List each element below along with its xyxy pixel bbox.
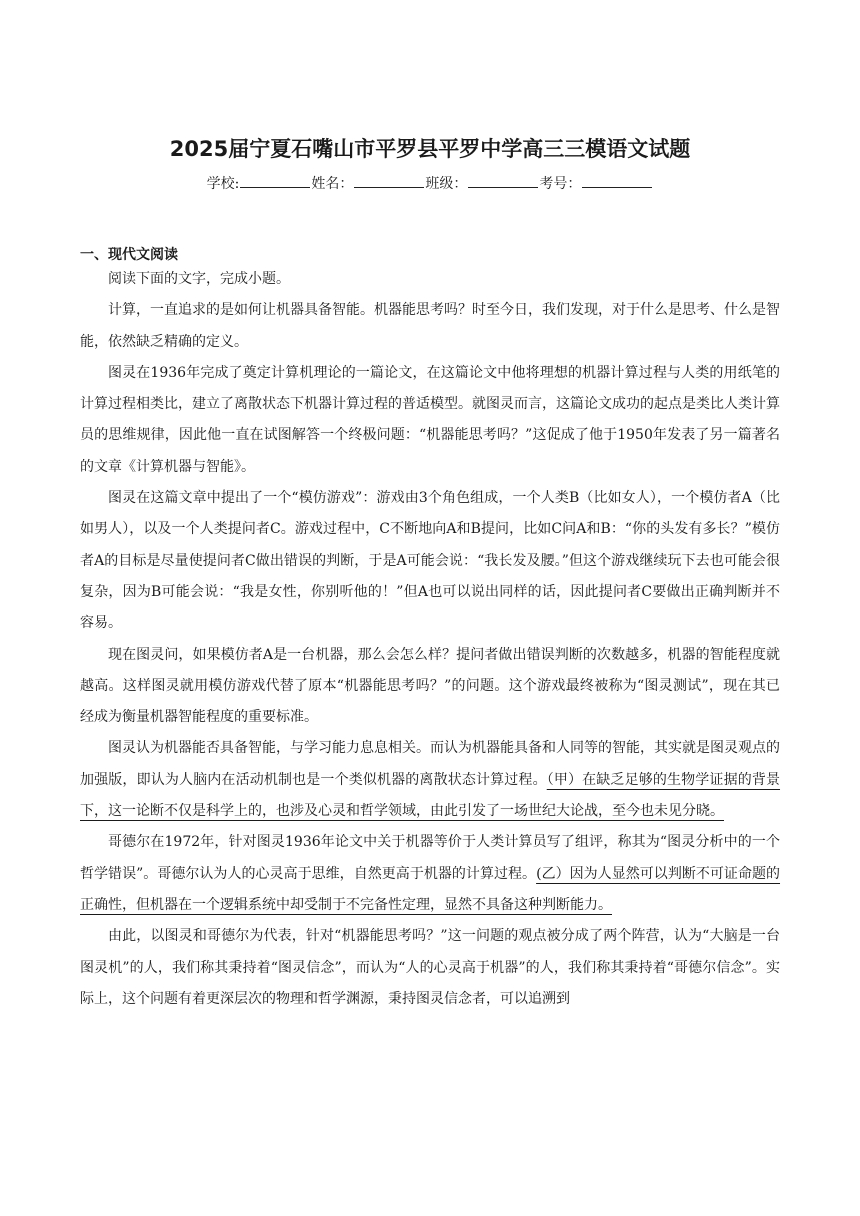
underlined-sentence-jia: （甲）在缺乏足够的生物学证据的背景下，这一论断不仅是科学上的，也涉及心灵和哲学领域，由此引发了一场世纪大论战，至今也未见分晓。: [80, 771, 781, 820]
paragraph-5: [80, 733, 780, 827]
name-label: 姓名：: [311, 176, 354, 192]
class-blank: [468, 175, 538, 188]
section-heading: 一、现代文阅读: [80, 247, 178, 263]
student-info-line: [0, 173, 860, 193]
name-blank: [354, 175, 424, 188]
paragraph-6-text: 哥德尔在1972年，针对图灵1936年论文中关于机器等价于人类计算员写了组评，称其为“图灵分析中的一个哲学错误”。哥德尔认为人的心灵高于思维，自然更高于机器的计算过程。: [80, 834, 780, 882]
underlined-sentence-yi: (乙）因为人显然可以判断不可证命题的正确性，但机器在一个逻辑系统中却受制于不完备性定理，显然不具备这种判断能力。: [80, 865, 781, 913]
paragraph-1: 计算，一直追求的是如何让机器具备智能。机器能思考吗？时至今日，我们发现，对于什么是思考、什么是智能，依然缺乏精确的定义。: [80, 302, 780, 350]
exam-number-blank: [582, 175, 652, 188]
exam-number-label: 考号：: [539, 176, 582, 192]
class-label: 班级：: [425, 176, 468, 192]
paragraph-7: 由此，以图灵和哥德尔为代表，针对“机器能思考吗？”这一问题的观点被分成了两个阵营，认为“大脑是一台图灵机”的人，我们称其秉持着“图灵信念”，而认为“人的心灵高于机器”的人，我们称其秉持着“哥德尔信念”。实际上，这个问题有着更深层次的物理和哲学渊源，秉持图灵信念者，可以追溯到: [80, 928, 780, 1007]
document-title: 2025届宁夏石嘴山市平罗县平罗中学高三三模语文试题: [169, 137, 691, 161]
paragraph-4: 现在图灵问，如果模仿者A是一台机器，那么会怎么样？提问者做出错误判断的次数越多，机器的智能程度就越高。这样图灵就用模仿游戏代替了原本“机器能思考吗？”的问题。这个游戏最终被称为“图灵测试”，现在其已经成为衡量机器智能程度的重要标准。: [80, 646, 780, 726]
instruction-text: 阅读下面的文字，完成小题。: [108, 271, 290, 287]
reading-passage: [80, 264, 780, 1015]
paragraph-3: 图灵在这篇文章中提出了一个“模仿游戏”：游戏由3个角色组成，一个人类B（比如女人），一个模仿者A（比如男人），以及一个人类提问者C。游戏过程中，C不断地向A和B提问，比如C问A和B：“你的头发有多长？”模仿者A的目标是尽量使提问者C做出错误的判断，于是A可能会说：“我长发及腰。”但这个游戏继续玩下去也可能会很复杂，因为B可能会说：“我是女性，你别听他的！”但A也可以说出同样的话，因此提问者C要做出正确判断并不容易。: [80, 490, 780, 632]
paragraph-5-text: 图灵认为机器能否具备智能，与学习能力息息相关。而认为机器能具备和人同等的智能，其实就是图灵观点的加强版，即认为人脑内在活动机制也是一个类似机器的离散状态计算过程。: [80, 740, 780, 788]
paragraph-6: [80, 827, 780, 921]
school-blank: [240, 175, 310, 188]
paragraph-2: 图灵在1936年完成了奠定计算机理论的一篇论文，在这篇论文中他将理想的机器计算过程与人类的用纸笔的计算过程相类比，建立了离散状态下机器计算过程的普适模型。就图灵而言，这篇论文成功的起点是类比人类计算员的思维规律，因此他一直在试图解答一个终极问题：“机器能思考吗？”这促成了他于1950年发表了另一篇著名的文章《计算机器与智能》。: [80, 364, 780, 475]
school-label: 学校:: [206, 176, 240, 192]
